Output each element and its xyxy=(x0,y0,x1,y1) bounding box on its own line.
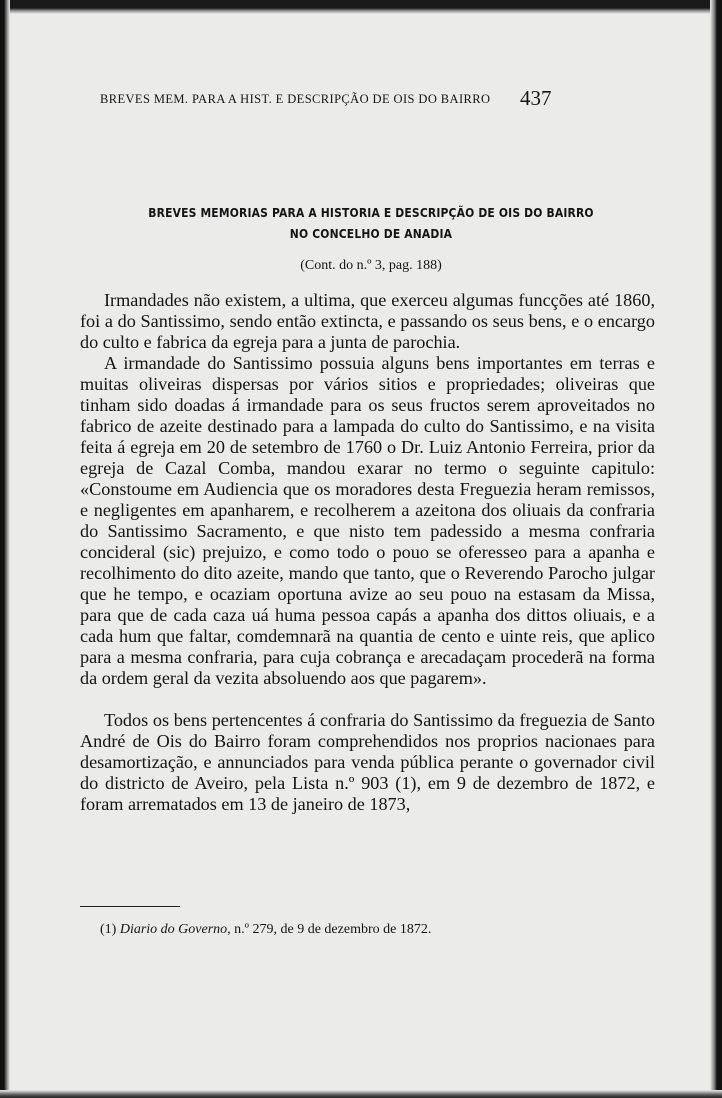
running-head: BREVES MEM. PARA A HIST. E DESCRIPÇÃO DE OIS DO BAIRRO xyxy=(100,92,491,106)
page-number: 437 xyxy=(520,86,552,110)
footnote-divider xyxy=(80,906,180,907)
article-title xyxy=(121,202,622,244)
continuation-note: (Cont. do n.º 3, pag. 188) xyxy=(300,258,442,273)
footnote-source-title: Diario do Governo, xyxy=(119,922,231,937)
footnote-source-detail: n.º 279, de 9 de dezembro de 1872. xyxy=(234,922,432,937)
paragraph: Todos os bens pertencentes á confraria do Santissimo da freguezia de Santo André de Ois do Bairro foram comprehendidos nos proprios nacionaes para desamortização, e annunciados para venda pública perante o governador civil do districto de Aveiro, pela Lista n.º 903 (1), em 9 de dezembro de 1872, e foram arrematados em 13 de janeiro de 1873, xyxy=(80,710,655,814)
article-title-line-1: BREVES MEMORIAS PARA A HISTORIA E DESCRIPÇÃO DE OIS DO BAIRRO xyxy=(148,205,594,220)
article-title-line-2: NO CONCELHO DE ANADIA xyxy=(289,226,453,241)
body-text xyxy=(80,290,655,815)
paragraph: A irmandade do Santissimo possuia alguns bens importantes em terras e muitas oliveiras dispersas por vários sitios e propriedades; oliveiras que tinham sido doadas á irmandade para os seus fructos serem aproveitados no fabrico de azeite destinado para a lampada do culto do Santissimo, e na visita feita á egreja em 20 de setembro de 1760 o Dr. Luiz Antonio Ferreira, prior da egreja de Cazal Comba, mandou exarar no termo o seguinte capitulo: «Constoume em Audiencia que os moradores desta Freguezia heram remissos, e negligentes em apanharem, e recolherem a azeitona dos oliuais da confraria do Santissimo Sacramento, e que nisto tem padessido a mesma confraria concideral (sic) prejuizo, e como todo o pouo se oferesseo para a apanha e recolhimento do dito azeite, mando que tanto, que o Reverendo Parocho julgar que he tempo, e ocaziam oportuna avize ao seu pouo na estasam da Missa, para que de cada caza uá huma pessoa capás a apanha dos dittos oliuais, e a cada hum que faltar, comdemnarã na quantia de cento e uinte reis, que aplico para a mesma confraria, para cuja cobrança e arecadaçam procederã na forma da ordem geral da vezita absoluendo aos que pagarem». xyxy=(80,353,655,688)
footnote xyxy=(100,922,660,938)
footnote-marker: (1) xyxy=(100,922,117,937)
paragraph: Irmandades não existem, a ultima, que exerceu algumas funcções até 1860, foi a do Santissimo, sendo então extincta, e passando os seus bens, e o encargo do culto e fabrica da egreja para a junta de parochia. xyxy=(80,290,655,352)
